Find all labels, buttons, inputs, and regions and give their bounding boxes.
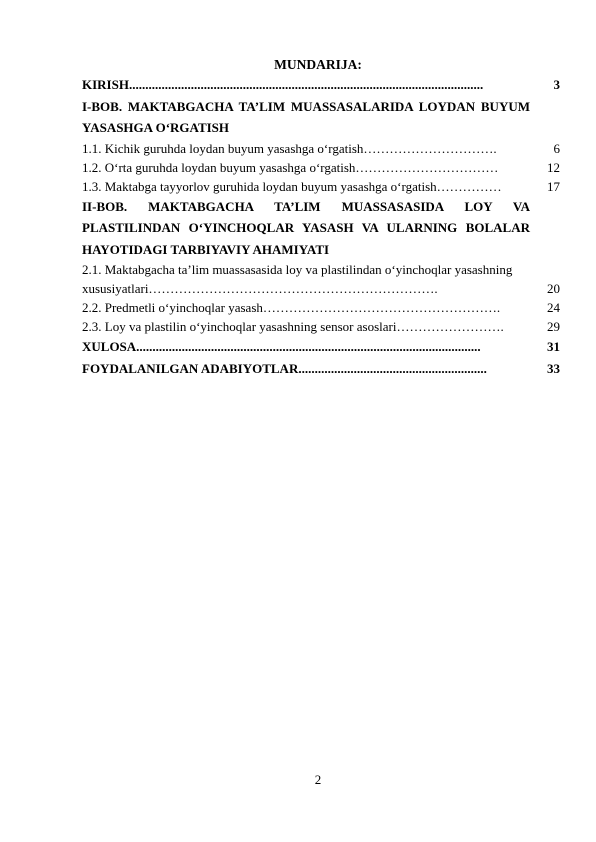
page-title: MUNDARIJA:	[274, 57, 362, 72]
toc-entry-text: KIRISH.............................................................................................................	[82, 77, 484, 92]
toc-entry-page: 12	[547, 159, 560, 175]
toc-entry-text: FOYDALANILGAN ADABIYOTLAR..........................................................	[82, 360, 487, 376]
toc-entry-text: I-BOB. MAKTABGACHA TA’LIM MUASSASALARIDA LOYDAN BUYUM YASASHGA O‘RGATISH	[82, 98, 530, 135]
toc-entry-2-1[interactable]	[82, 260, 560, 279]
toc-entry-page: 3	[553, 77, 560, 92]
toc-entry-text: XULOSA..........................................................................................................	[82, 339, 481, 354]
toc-entry-text: 2.3. Loy va plastilin o‘yinchoqlar yasashning sensor asoslari…………………….	[82, 319, 504, 334]
toc-entry-text: 1.2. O‘rta guruhda loydan buyum yasashga o‘rgatish……………………………	[82, 159, 499, 175]
page-number: 2	[314, 772, 322, 787]
toc-entry-text: II-BOB. MAKTABGACHA TA’LIM MUASSASASIDA LOY VA PLASTILINDAN O‘YINCHOQLAR YASASH VA ULARNING BOLALAR HAYOTIDAGI TARBIYAVIY AHAMIYATI	[82, 198, 530, 257]
toc-entry-page: 17	[547, 178, 560, 194]
toc-entry-page: 31	[547, 339, 560, 354]
toc-entry-xulosa[interactable]	[82, 336, 560, 358]
toc-entry-1-3[interactable]	[82, 177, 560, 196]
toc-entry-text: 1.1. Kichik guruhda loydan buyum yasashga o‘rgatish………………………….	[82, 140, 497, 156]
toc-entry-text: 1.3. Maktabga tayyorlov guruhida loydan buyum yasashga o‘rgatish……………	[82, 178, 502, 194]
toc-entry-page	[530, 196, 560, 261]
toc-entry-adabiyotlar[interactable]	[82, 358, 560, 380]
toc-entry-page	[530, 96, 560, 139]
toc-entry-page: 20	[547, 281, 560, 296]
toc-entry-2-3[interactable]	[82, 317, 560, 336]
toc-entry-page	[530, 260, 560, 279]
toc-entry-2-2[interactable]	[82, 298, 560, 317]
toc-entry-1-2[interactable]	[82, 158, 560, 177]
toc-entry-page: 6	[553, 140, 560, 156]
toc-entry-text: xususiyatlari………………………………………………………….	[82, 281, 438, 296]
toc-entry-text: 2.1. Maktabgacha ta’lim muassasasida loy va plastilindan o‘yinchoqlar yasashning	[82, 262, 513, 277]
toc-entry-page: 33	[547, 360, 560, 376]
toc-entry-chapter-2[interactable]	[82, 196, 560, 261]
toc-entry-chapter-1[interactable]	[82, 96, 560, 139]
toc-entry-page: 24	[547, 300, 560, 315]
toc-entry-text: 2.2. Predmetli o‘yinchoqlar yasash……………………………………………….	[82, 300, 501, 315]
toc-entry-1-1[interactable]	[82, 139, 560, 158]
table-of-contents	[82, 74, 560, 379]
toc-entry-2-1-cont[interactable]	[82, 279, 560, 298]
toc-entry-kirish[interactable]	[82, 74, 560, 96]
toc-entry-page: 29	[547, 319, 560, 334]
